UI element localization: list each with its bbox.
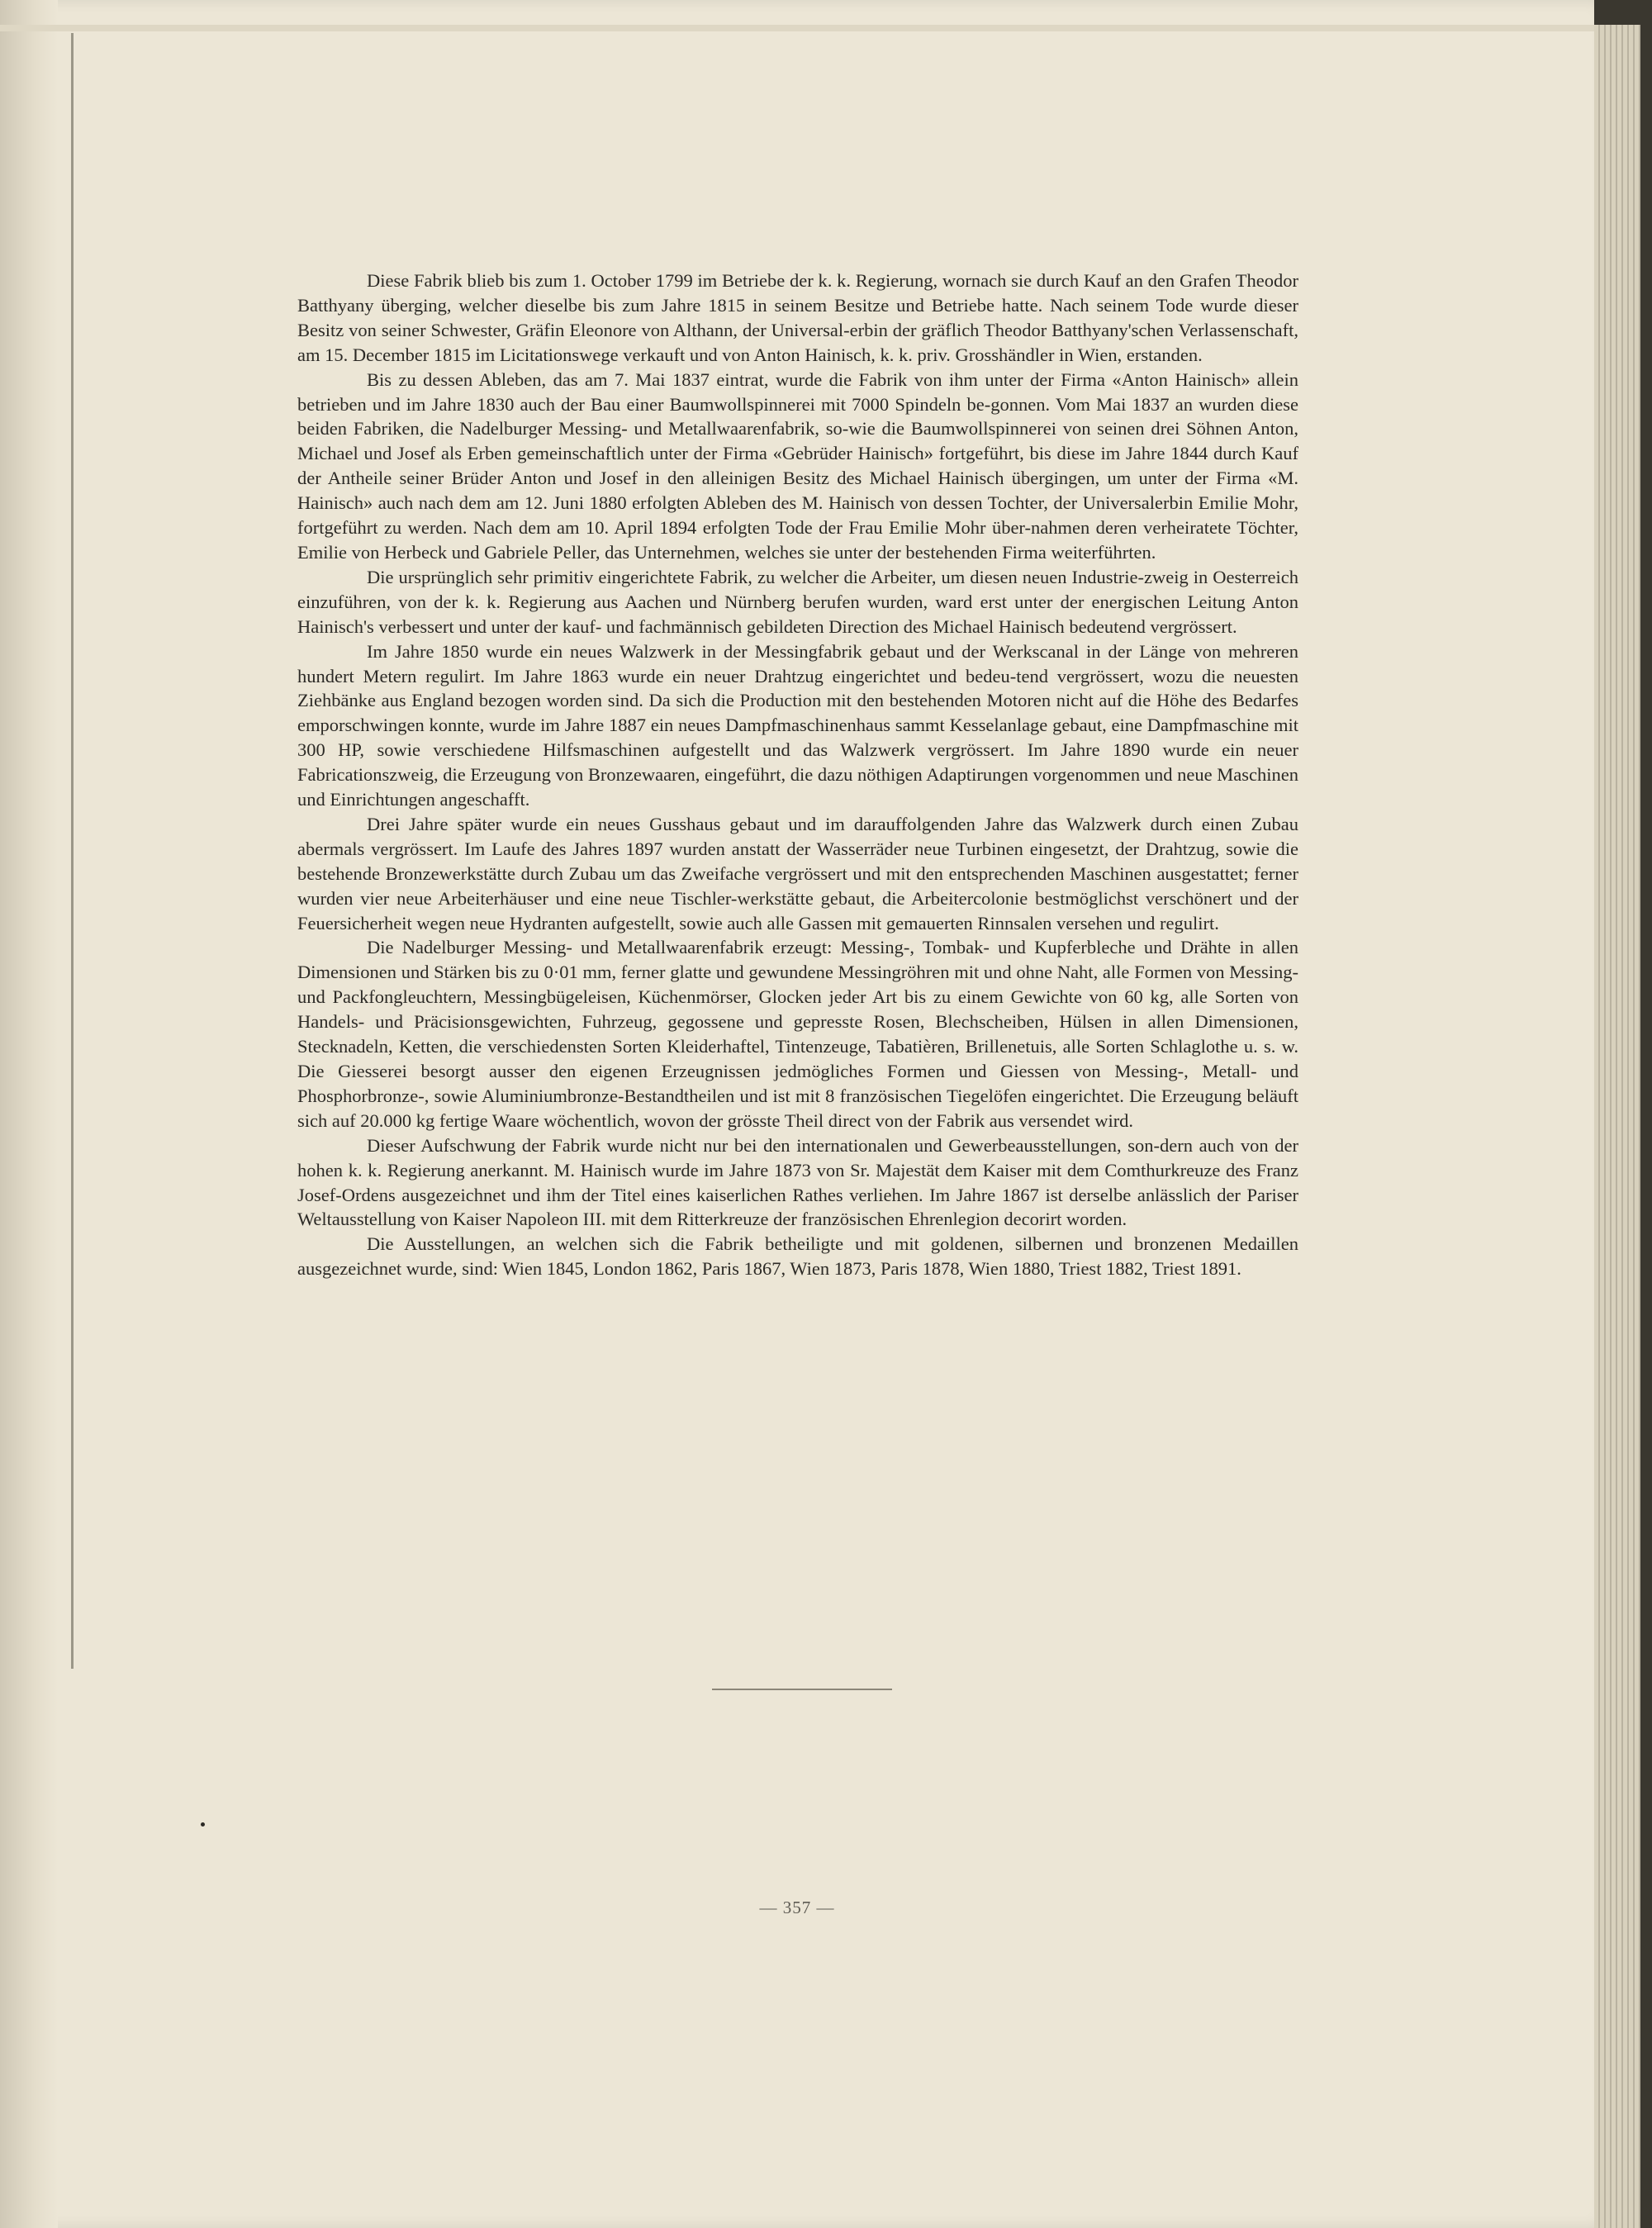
paragraph: Im Jahre 1850 wurde ein neues Walzwerk in der Messingfabrik gebaut und der Werkscanal in der Länge von mehreren hundert Metern regulirt. Im Jahre 1863 wurde ein neuer Drahtzug eingerichtet und bedeu-tend vergrössert, wozu die neuesten Ziehbänke aus England bezogen worden sind. Da sich die Production mit den bestehenden Motoren nicht auf die Höhe des Bedarfes emporschwingen konnte, wurde im Jahre 1887 ein neues Dampfmaschinenhaus sammt Kesselanlage gebaut, eine Dampfmaschine mit 300 HP, sowie verschiedene Hilfsmaschinen aufgestellt und das Walzwerk vergrössert. Im Jahre 1890 wurde ein neuer Fabricationszweig, die Erzeugung von Bronzewaaren, eingeführt, die dazu nöthigen Adaptirungen vorgenommen und neue Maschinen und Einrichtungen angeschafft.: [297, 640, 1298, 810]
scan-right-border: [1640, 25, 1652, 2228]
ink-speck: [201, 1822, 205, 1827]
paragraph: Bis zu dessen Ableben, das am 7. Mai 1837 eintrat, wurde die Fabrik von ihm unter der Firma «Anton Hainisch» allein betrieben und im Jahre 1830 auch der Bau einer Baumwollspinnerei mit 7000 Spindeln be-gonnen. Vom Mai 1837 an wurden diese beiden Fabriken, die Nadelburger Messing- und Metallwaarenfabrik, so-wie die Baumwollspinnerei von seinen drei Söhnen Anton, Michael und Josef als Erben gemeinschaftlich unter der Firma «Gebrüder Hainisch» fortgeführt, bis diese im Jahre 1844 durch Kauf der Antheile seiner Brüder Anton und Josef in den alleinigen Besitz des Michael Hainisch übergingen, um unter der Firma «M. Hainisch» auch nach dem am 12. Juni 1880 erfolgten Ableben des M. Hainisch von dessen Tochter, der Universalerbin Emilie Mohr, fortgeführt zu werden. Nach dem am 10. April 1894 erfolgten Tode der Frau Emilie Mohr über-nahmen deren verheiratete Töchter, Emilie von Herbeck und Gabriele Peller, das Unternehmen, welches sie unter der bestehenden Firma weiterführten.: [297, 368, 1298, 563]
body-text: [297, 268, 1298, 1281]
binding-shadow-line: [71, 33, 74, 1669]
section-divider: [712, 1689, 892, 1690]
paragraph: Drei Jahre später wurde ein neues Gusshaus gebaut und im darauffolgenden Jahre das Walzwerk durch einen Zubau abermals vergrössert. Im Laufe des Jahres 1897 wurden anstatt der Wasserräder neue Turbinen eingesetzt, der Drahtzug, sowie die bestehende Bronzewerkstätte durch Zubau um das Zweifache vergrössert und mit den entsprechenden Maschinen ausgestattet; ferner wurden vier neue Arbeiterhäuser und eine neue Tischler-werkstätte gebaut, die Arbeitercolonie bestmöglichst verschönert und der Feuersicherheit wegen neue Hydranten aufgestellt, sowie auch alle Gassen mit gemauerten Rinnsalen versehen und regulirt.: [297, 813, 1298, 933]
page-top-edge: [0, 25, 1594, 31]
paragraph: Diese Fabrik blieb bis zum 1. October 1799 im Betriebe der k. k. Regierung, wornach sie durch Kauf an den Grafen Theodor Batthyany überging, welcher dieselbe bis zum Jahre 1815 in seinem Besitze und Betriebe hatte. Nach seinem Tode wurde dieser Besitz von seiner Schwester, Gräfin Eleonore von Althann, der Universal-erbin der gräflich Theodor Batthyany'schen Verlassenschaft, am 15. December 1815 im Licitationswege verkauft und von Anton Hainisch, k. k. priv. Grosshändler in Wien, erstanden.: [297, 270, 1298, 365]
page-gutter: [0, 0, 58, 2228]
paragraph: Dieser Aufschwung der Fabrik wurde nicht nur bei den internationalen und Gewerbeausstellungen, son-dern auch von der hohen k. k. Regierung anerkannt. M. Hainisch wurde im Jahre 1873 von Sr. Majestät dem Kaiser mit dem Comthurkreuze des Franz Josef-Ordens ausgezeichnet und ihm der Titel eines kaiserlichen Rathes verliehen. Im Jahre 1867 ist derselbe anlässlich der Pariser Weltausstellung von Kaiser Napoleon III. mit dem Ritterkreuze der französischen Ehrenlegion decorirt worden.: [297, 1134, 1298, 1230]
paragraph: Die Ausstellungen, an welchen sich die Fabrik betheiligte und mit goldenen, silbernen und bronzenen Medaillen ausgezeichnet wurde, sind: Wien 1845, London 1862, Paris 1867, Wien 1873, Paris 1878, Wien 1880, Triest 1882, Triest 1891.: [297, 1233, 1298, 1280]
paragraph: Die Nadelburger Messing- und Metallwaarenfabrik erzeugt: Messing-, Tombak- und Kupferbleche und Drähte in allen Dimensionen und Stärken bis zu 0·01 mm, ferner glatte und gewundene Messingröhren mit und ohne Naht, alle Formen von Messing- und Packfongleuchtern, Messingbügeleisen, Küchenmörser, Glocken jeder Art bis zu einem Gewichte von 60 kg, alle Sorten von Handels- und Präcisionsgewichten, Fuhrzeug, gegossene und gepresste Rosen, Blechscheiben, Hülsen in allen Dimensionen, Stecknadeln, Ketten, die verschiedensten Sorten Kleiderhaftel, Tintenzeuge, Tabatièren, Brillenetuis, alle Sorten Schlaglothe u. s. w. Die Giesserei besorgt ausser den eigenen Erzeugnissen jedmögliches Formen und Giessen von Messing-, Metall- und Phosphorbronze-, sowie Aluminiumbronze-Bestandtheilen und ist mit 8 französischen Tiegelöfen eingerichtet. Die Erzeugung beläuft sich auf 20.000 kg fertige Waare wöchentlich, wovon der grösste Theil direct von der Fabrik aus versendet wird.: [297, 937, 1298, 1131]
paragraph: Die ursprünglich sehr primitiv eingerichtete Fabrik, zu welcher die Arbeiter, um diesen neuen Industrie-zweig in Oesterreich einzuführen, von der k. k. Regierung aus Aachen und Nürnberg berufen wurden, ward erst unter der energischen Leitung Anton Hainisch's verbessert und unter der kauf- und fachmännisch gebildeten Direction des Michael Hainisch bedeutend vergrössert.: [297, 566, 1298, 637]
page-number: — 357 —: [759, 1898, 835, 1917]
